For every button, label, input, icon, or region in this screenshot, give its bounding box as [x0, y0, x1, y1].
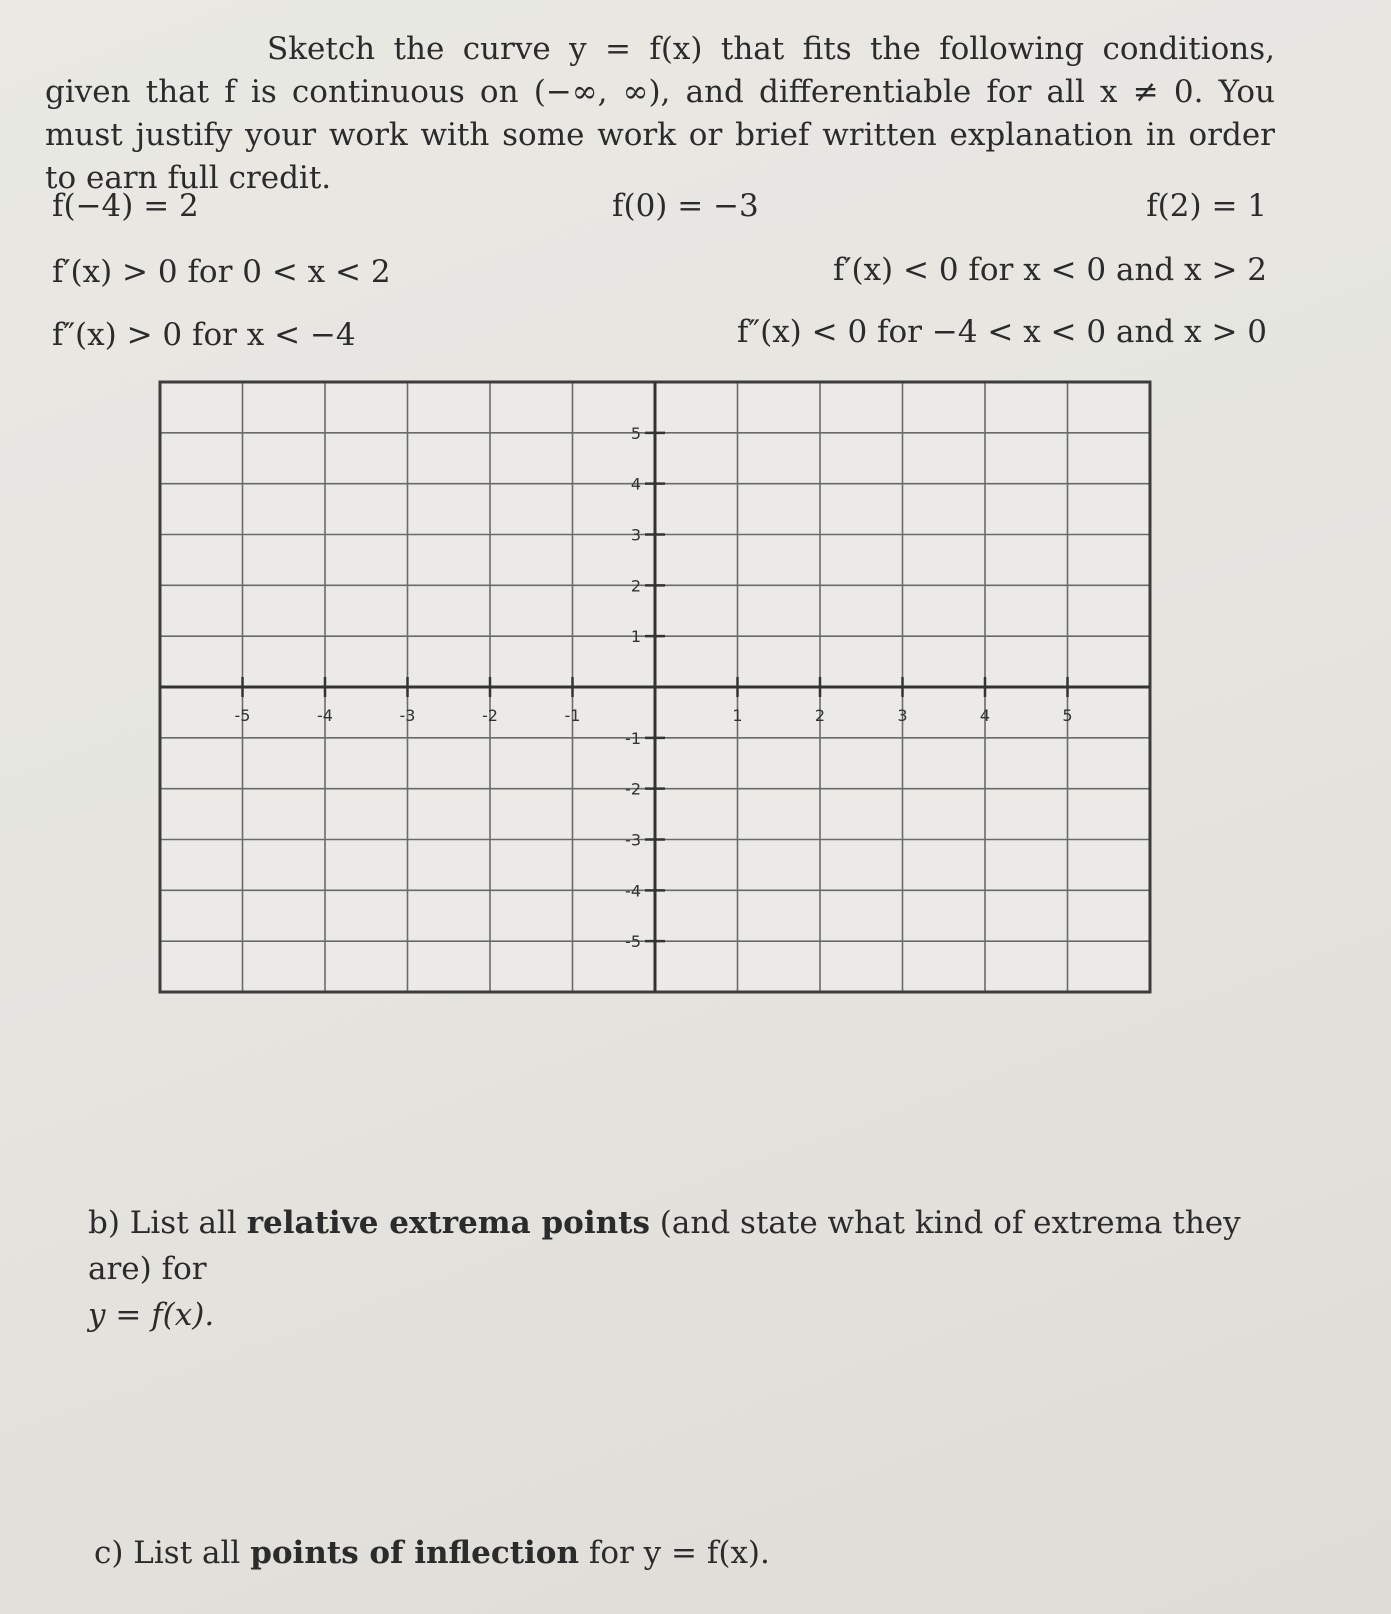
part-c-bold: points of inflection — [250, 1535, 580, 1571]
condition-f-2: f(2) = 1 — [1146, 188, 1267, 224]
part-b-bold: relative extrema points — [246, 1205, 650, 1241]
part-b-line2: y = f(x). — [88, 1297, 215, 1333]
y-tick-label: 1 — [630, 627, 641, 647]
x-tick-label: -3 — [399, 706, 416, 725]
y-tick-label: 3 — [630, 525, 641, 545]
coordinate-grid — [150, 374, 1180, 1024]
x-tick-label: -4 — [317, 706, 333, 725]
y-tick-label: -5 — [625, 932, 641, 952]
part-b-question — [88, 1200, 1268, 1338]
condition-fdoubleprime-concave-down: f″(x) < 0 for −4 < x < 0 and x > 0 — [737, 314, 1267, 350]
condition-fprime-decreasing: f′(x) < 0 for x < 0 and x > 2 — [832, 252, 1267, 288]
part-b-prefix: b) List all — [88, 1205, 247, 1241]
y-tick-label: 5 — [630, 423, 641, 443]
condition-f-0: f(0) = −3 — [612, 188, 759, 224]
part-c-prefix: c) List all — [94, 1535, 251, 1571]
x-tick-label: 3 — [897, 706, 908, 725]
y-tick-label: 2 — [630, 576, 641, 596]
x-tick-label: 5 — [1062, 706, 1073, 725]
y-tick-label: -4 — [625, 881, 641, 901]
y-tick-label: -1 — [625, 728, 641, 748]
condition-fdoubleprime-concave-up: f″(x) > 0 for x < −4 — [52, 317, 356, 353]
y-tick-label: -3 — [625, 830, 641, 850]
part-c-suffix: for y = f(x). — [579, 1535, 770, 1571]
part-c-question — [94, 1530, 770, 1576]
x-tick-label: 1 — [732, 706, 743, 725]
condition-f-neg4: f(−4) = 2 — [52, 188, 199, 224]
x-tick-label: -5 — [234, 706, 251, 725]
x-tick-label: -1 — [564, 706, 581, 725]
y-tick-label: -2 — [625, 779, 641, 799]
x-tick-label: 4 — [979, 706, 991, 725]
problem-statement: Sketch the curve y = f(x) that fits the following conditions, given that f is continuous on (−∞, ∞), and differentiable for all x ≠ 0. You must justify your work with some work or brief written explanation in order to earn full credit. — [45, 31, 1275, 196]
x-tick-label: -2 — [482, 706, 498, 725]
y-tick-label: 4 — [630, 474, 641, 494]
grid-svg — [150, 374, 1180, 1024]
condition-fprime-increasing: f′(x) > 0 for 0 < x < 2 — [52, 254, 391, 290]
x-tick-label: 2 — [814, 706, 826, 725]
part-b-suffix: (and state what kind of extrema they are) for — [88, 1205, 1241, 1287]
